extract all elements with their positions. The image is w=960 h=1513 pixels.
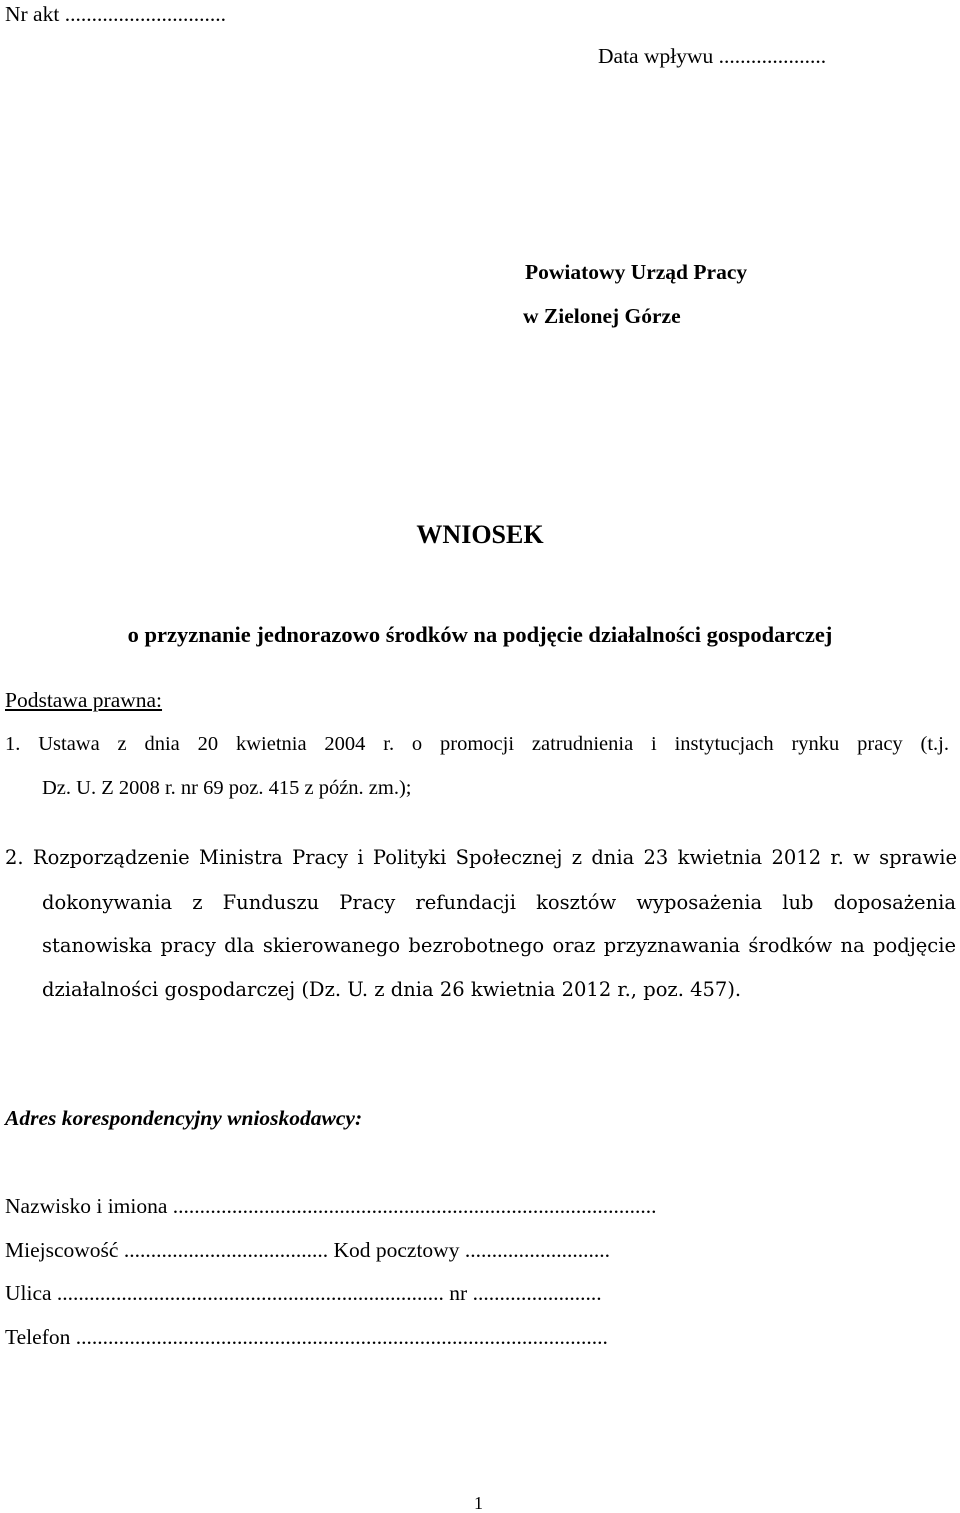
legal-basis-item-2-line-1: 2. Rozporządzenie Ministra Pracy i Polityki Społecznej z dnia 23 kwietnia 2012 r. w sprawie xyxy=(5,846,957,869)
legal-basis-item-2-line-4: działalności gospodarczej (Dz. U. z dnia 26 kwietnia 2012 r., poz. 457). xyxy=(42,978,742,1001)
page-number: 1 xyxy=(474,1493,483,1513)
legal-basis-item-1-line-2: Dz. U. Z 2008 r. nr 69 poz. 415 z późn. zm.); xyxy=(42,777,412,799)
city-postal-field[interactable]: Miejscowość ...................................... Kod pocztowy ........................... xyxy=(5,1238,610,1262)
street-number-field[interactable]: Ulica ........................................................................ nr ........................ xyxy=(5,1281,602,1305)
recipient-city: w Zielonej Górze xyxy=(523,304,681,328)
document-title: WNIOSEK xyxy=(416,520,544,549)
address-heading: Adres korespondencyjny wnioskodawcy: xyxy=(5,1106,363,1130)
document-subtitle: o przyznanie jednorazowo środków na podjęcie działalności gospodarczej xyxy=(127,622,833,647)
name-field[interactable]: Nazwisko i imiona .......................................................................................... xyxy=(5,1194,657,1218)
case-number-field: Nr akt .............................. xyxy=(5,2,226,26)
receipt-date-field: Data wpływu .................... xyxy=(598,44,827,68)
legal-basis-item-1-line-1: 1. Ustawa z dnia 20 kwietnia 2004 r. o promocji zatrudnienia i instytucjach rynku pracy (t.j. xyxy=(5,733,949,755)
legal-basis-item-2-line-2: dokonywania z Funduszu Pracy refundacji kosztów wyposażenia lub doposażenia xyxy=(42,891,956,914)
phone-field[interactable]: Telefon ................................................................................................... xyxy=(5,1325,608,1349)
legal-basis-item-2-line-3: stanowiska pracy dla skierowanego bezrobotnego oraz przyznawania środków na podjęcie xyxy=(42,934,956,957)
legal-basis-label: Podstawa prawna: xyxy=(5,688,163,712)
recipient-office: Powiatowy Urząd Pracy xyxy=(525,260,748,284)
